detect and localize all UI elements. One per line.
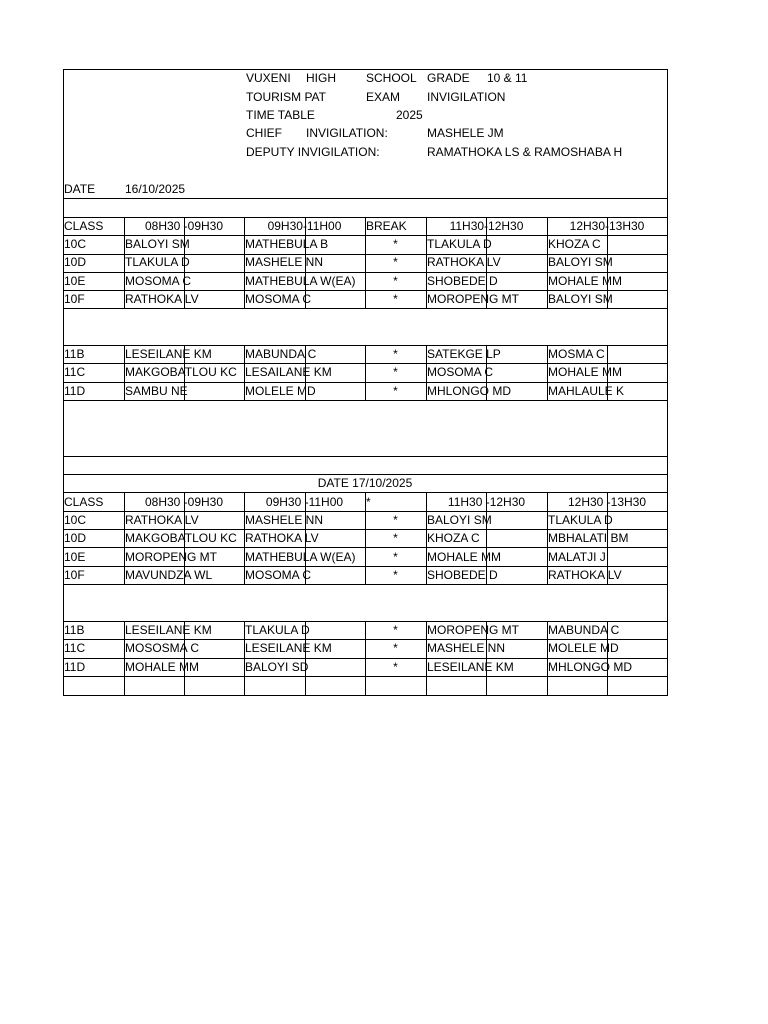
day2-header-col4: * — [366, 495, 371, 509]
header-chief-name: MASHELE JM — [427, 126, 504, 140]
day2-header-col2: 08H30 -09H30 — [144, 495, 224, 509]
day1-g11-row2-col1: 11C — [64, 365, 86, 379]
day1-g11-row2-col5: MOSOMA C — [427, 365, 494, 379]
header-timetable: TIME TABLE — [246, 108, 315, 122]
header-chief-label: CHIEF — [246, 126, 282, 140]
day1-g10-row1-col5: TLAKULA D — [427, 237, 492, 251]
day1-g10-row4-col2: RATHOKA LV — [125, 292, 199, 306]
day2-g11-row3-col6: MHLONGO MD — [548, 660, 632, 674]
day1-g10-row3-col1: 10E — [64, 274, 86, 288]
day2-g10-row3-col3: MATHEBULA W(EA) — [245, 550, 356, 564]
day2-g10-row1-col4: * — [393, 513, 398, 527]
day2-g10-row3-col5: MOHALE MM — [427, 550, 502, 564]
day2-g10-row1-col3: MASHELE NN — [245, 513, 324, 527]
day1-g10-row3-col3: MATHEBULA W(EA) — [245, 274, 356, 288]
day2-g11-row1-col2: LESEILANE KM — [125, 623, 212, 637]
grid-line — [63, 198, 668, 199]
day1-g11-row2-col4: * — [393, 365, 398, 379]
day2-header-col5: 11H30 -12H30 — [447, 495, 526, 509]
day1-g11-row2-col2: MAKGOBATLOU KC — [125, 365, 237, 379]
day2-g10-row2-col6: MBHALATI BM — [548, 531, 629, 545]
day2-g11-row3-col4: * — [393, 660, 398, 674]
day2-g11-row1-col1: 11B — [64, 623, 85, 637]
day2-g11-row2-col1: 11C — [64, 641, 86, 655]
day1-g10-row4-col3: MOSOMA C — [245, 292, 312, 306]
header-chief-label-2: INVIGILATION: — [306, 126, 388, 140]
day2-g11-row3-col1: 11D — [64, 660, 86, 674]
day1-g10-row2-col2: TLAKULA D — [125, 255, 190, 269]
day2-g11-row3-col2: MOHALE MM — [125, 660, 200, 674]
day1-g10-row3-col5: SHOBEDE D — [427, 274, 498, 288]
day1-g11-row1-col1: 11B — [64, 347, 85, 361]
header-subject: TOURISM PAT — [246, 90, 327, 104]
day2-g10-row1-col6: TLAKULA D — [548, 513, 613, 527]
day2-g10-row1-col5: BALOYI SM — [427, 513, 492, 527]
day1-g11-row1-col5: SATEKGE LP — [427, 347, 501, 361]
day2-g10-row2-col4: * — [393, 531, 398, 545]
day2-g10-row4-col2: MAVUNDZA WL — [125, 568, 213, 582]
day1-g11-row1-col4: * — [393, 347, 398, 361]
day1-g10-row1-col4: * — [393, 237, 398, 251]
day1-g10-row1-col1: 10C — [64, 237, 87, 251]
day2-g11-row2-col2: MOSOSMA C — [125, 641, 200, 655]
grid-line — [63, 474, 668, 475]
day2-g11-row1-col6: MABUNDA C — [548, 623, 620, 637]
day1-g10-row1-col2: BALOYI SM — [125, 237, 190, 251]
day2-g10-row4-col6: RATHOKA LV — [548, 568, 622, 582]
day2-g10-row3-col1: 10E — [64, 550, 86, 564]
day1-g11-row3-col1: 11D — [64, 384, 86, 398]
day1-header-col4: BREAK — [366, 219, 407, 233]
day1-g10-row1-col3: MATHEBULA B — [245, 237, 329, 251]
day2-g11-row1-col5: MOROPENG MT — [427, 623, 519, 637]
header-deputy-label: DEPUTY INVIGILATION: — [246, 145, 380, 159]
day2-header-col1: CLASS — [64, 495, 104, 509]
day1-g10-row3-col2: MOSOMA C — [125, 274, 192, 288]
day1-g10-row4-col5: MOROPENG MT — [427, 292, 519, 306]
day1-g11-row3-col3: MOLELE MD — [245, 384, 316, 398]
day2-g10-row2-col1: 10D — [64, 531, 87, 545]
day1-g11-row1-col6: MOSMA C — [548, 347, 605, 361]
table-top-border — [63, 69, 668, 70]
day2-g10-row3-col2: MOROPENG MT — [125, 550, 217, 564]
day1-g10-row2-col6: BALOYI SM — [548, 255, 613, 269]
day1-header-col1: CLASS — [64, 219, 104, 233]
day1-g11-row3-col5: MHLONGO MD — [427, 384, 511, 398]
day2-header-col3: 09H30 -11H00 — [265, 495, 344, 509]
day2-g11-row2-col4: * — [393, 641, 398, 655]
day2-g10-row4-col4: * — [393, 568, 398, 582]
day1-header-col5: 11H30-12H30 — [449, 219, 524, 233]
day2-g10-row1-col2: RATHOKA LV — [125, 513, 199, 527]
day1-g10-row4-col6: BALOYI SM — [548, 292, 613, 306]
day2-g11-row3-col3: BALOYI SD — [245, 660, 309, 674]
day2-g11-row2-col3: LESEILANE KM — [245, 641, 332, 655]
day1-g10-row2-col3: MASHELE NN — [245, 255, 324, 269]
day1-g10-row2-col4: * — [393, 255, 398, 269]
day1-header-col3: 09H30-11H00 — [267, 219, 342, 233]
day1-g11-row1-col2: LESEILANE KM — [125, 347, 212, 361]
day1-date-value: 16/10/2025 — [125, 182, 186, 196]
header-exam: EXAM — [366, 90, 401, 104]
day2-g10-row4-col3: MOSOMA C — [245, 568, 312, 582]
day2-header-col6: 12H30 -13H30 — [567, 495, 647, 509]
header-school-word-3: SCHOOL — [366, 71, 417, 85]
day1-g10-row3-col4: * — [393, 274, 398, 288]
day2-g10-row2-col5: KHOZA C — [427, 531, 480, 545]
day2-g10-row3-col4: * — [393, 550, 398, 564]
day2-g10-row4-col1: 10F — [64, 568, 85, 582]
day2-g11-row1-col4: * — [393, 623, 398, 637]
day1-g11-row3-col2: SAMBU NE — [125, 384, 188, 398]
grid-line — [63, 456, 668, 457]
day2-g10-row2-col2: MAKGOBATLOU KC — [125, 531, 237, 545]
day1-g10-row1-col6: KHOZA C — [548, 237, 601, 251]
day1-g10-row3-col6: MOHALE MM — [548, 274, 623, 288]
day1-g11-row2-col3: LESAILANE KM — [245, 365, 332, 379]
day1-g11-row3-col4: * — [393, 384, 398, 398]
day1-date-label: DATE — [64, 182, 96, 196]
day1-header-col6: 12H30-13H30 — [569, 219, 645, 233]
day2-g10-row3-col6: MALATJI J — [548, 550, 606, 564]
day1-g10-row4-col1: 10F — [64, 292, 85, 306]
header-grade-label: GRADE — [427, 71, 470, 85]
day1-g11-row1-col3: MABUNDA C — [245, 347, 317, 361]
day1-g10-row2-col1: 10D — [64, 255, 87, 269]
day2-g11-row3-col5: LESEILANE KM — [427, 660, 514, 674]
header-school-word-1: VUXENI — [246, 71, 291, 85]
day2-g10-row2-col3: RATHOKA LV — [245, 531, 319, 545]
day2-g11-row1-col3: TLAKULA D — [245, 623, 310, 637]
header-invigilation: INVIGILATION — [427, 90, 506, 104]
day2-date-title: DATE 17/10/2025 — [317, 476, 413, 490]
day2-g11-row2-col5: MASHELE NN — [427, 641, 506, 655]
day1-g11-row2-col6: MOHALE MM — [548, 365, 623, 379]
header-school-word-2: HIGH — [306, 71, 336, 85]
day2-g11-row2-col6: MOLELE MD — [548, 641, 619, 655]
day2-g10-row4-col5: SHOBEDE D — [427, 568, 498, 582]
header-grade-value: 10 & 11 — [487, 71, 528, 85]
day1-g10-row2-col5: RATHOKA LV — [427, 255, 501, 269]
day1-header-col2: 08H30 -09H30 — [144, 219, 224, 233]
day2-g10-row1-col1: 10C — [64, 513, 87, 527]
day1-g10-row4-col4: * — [393, 292, 398, 306]
header-deputy-names: RAMATHOKA LS & RAMOSHABA H — [427, 145, 623, 159]
day1-g11-row3-col6: MAHLAULE K — [548, 384, 625, 398]
header-year: 2025 — [396, 108, 423, 122]
